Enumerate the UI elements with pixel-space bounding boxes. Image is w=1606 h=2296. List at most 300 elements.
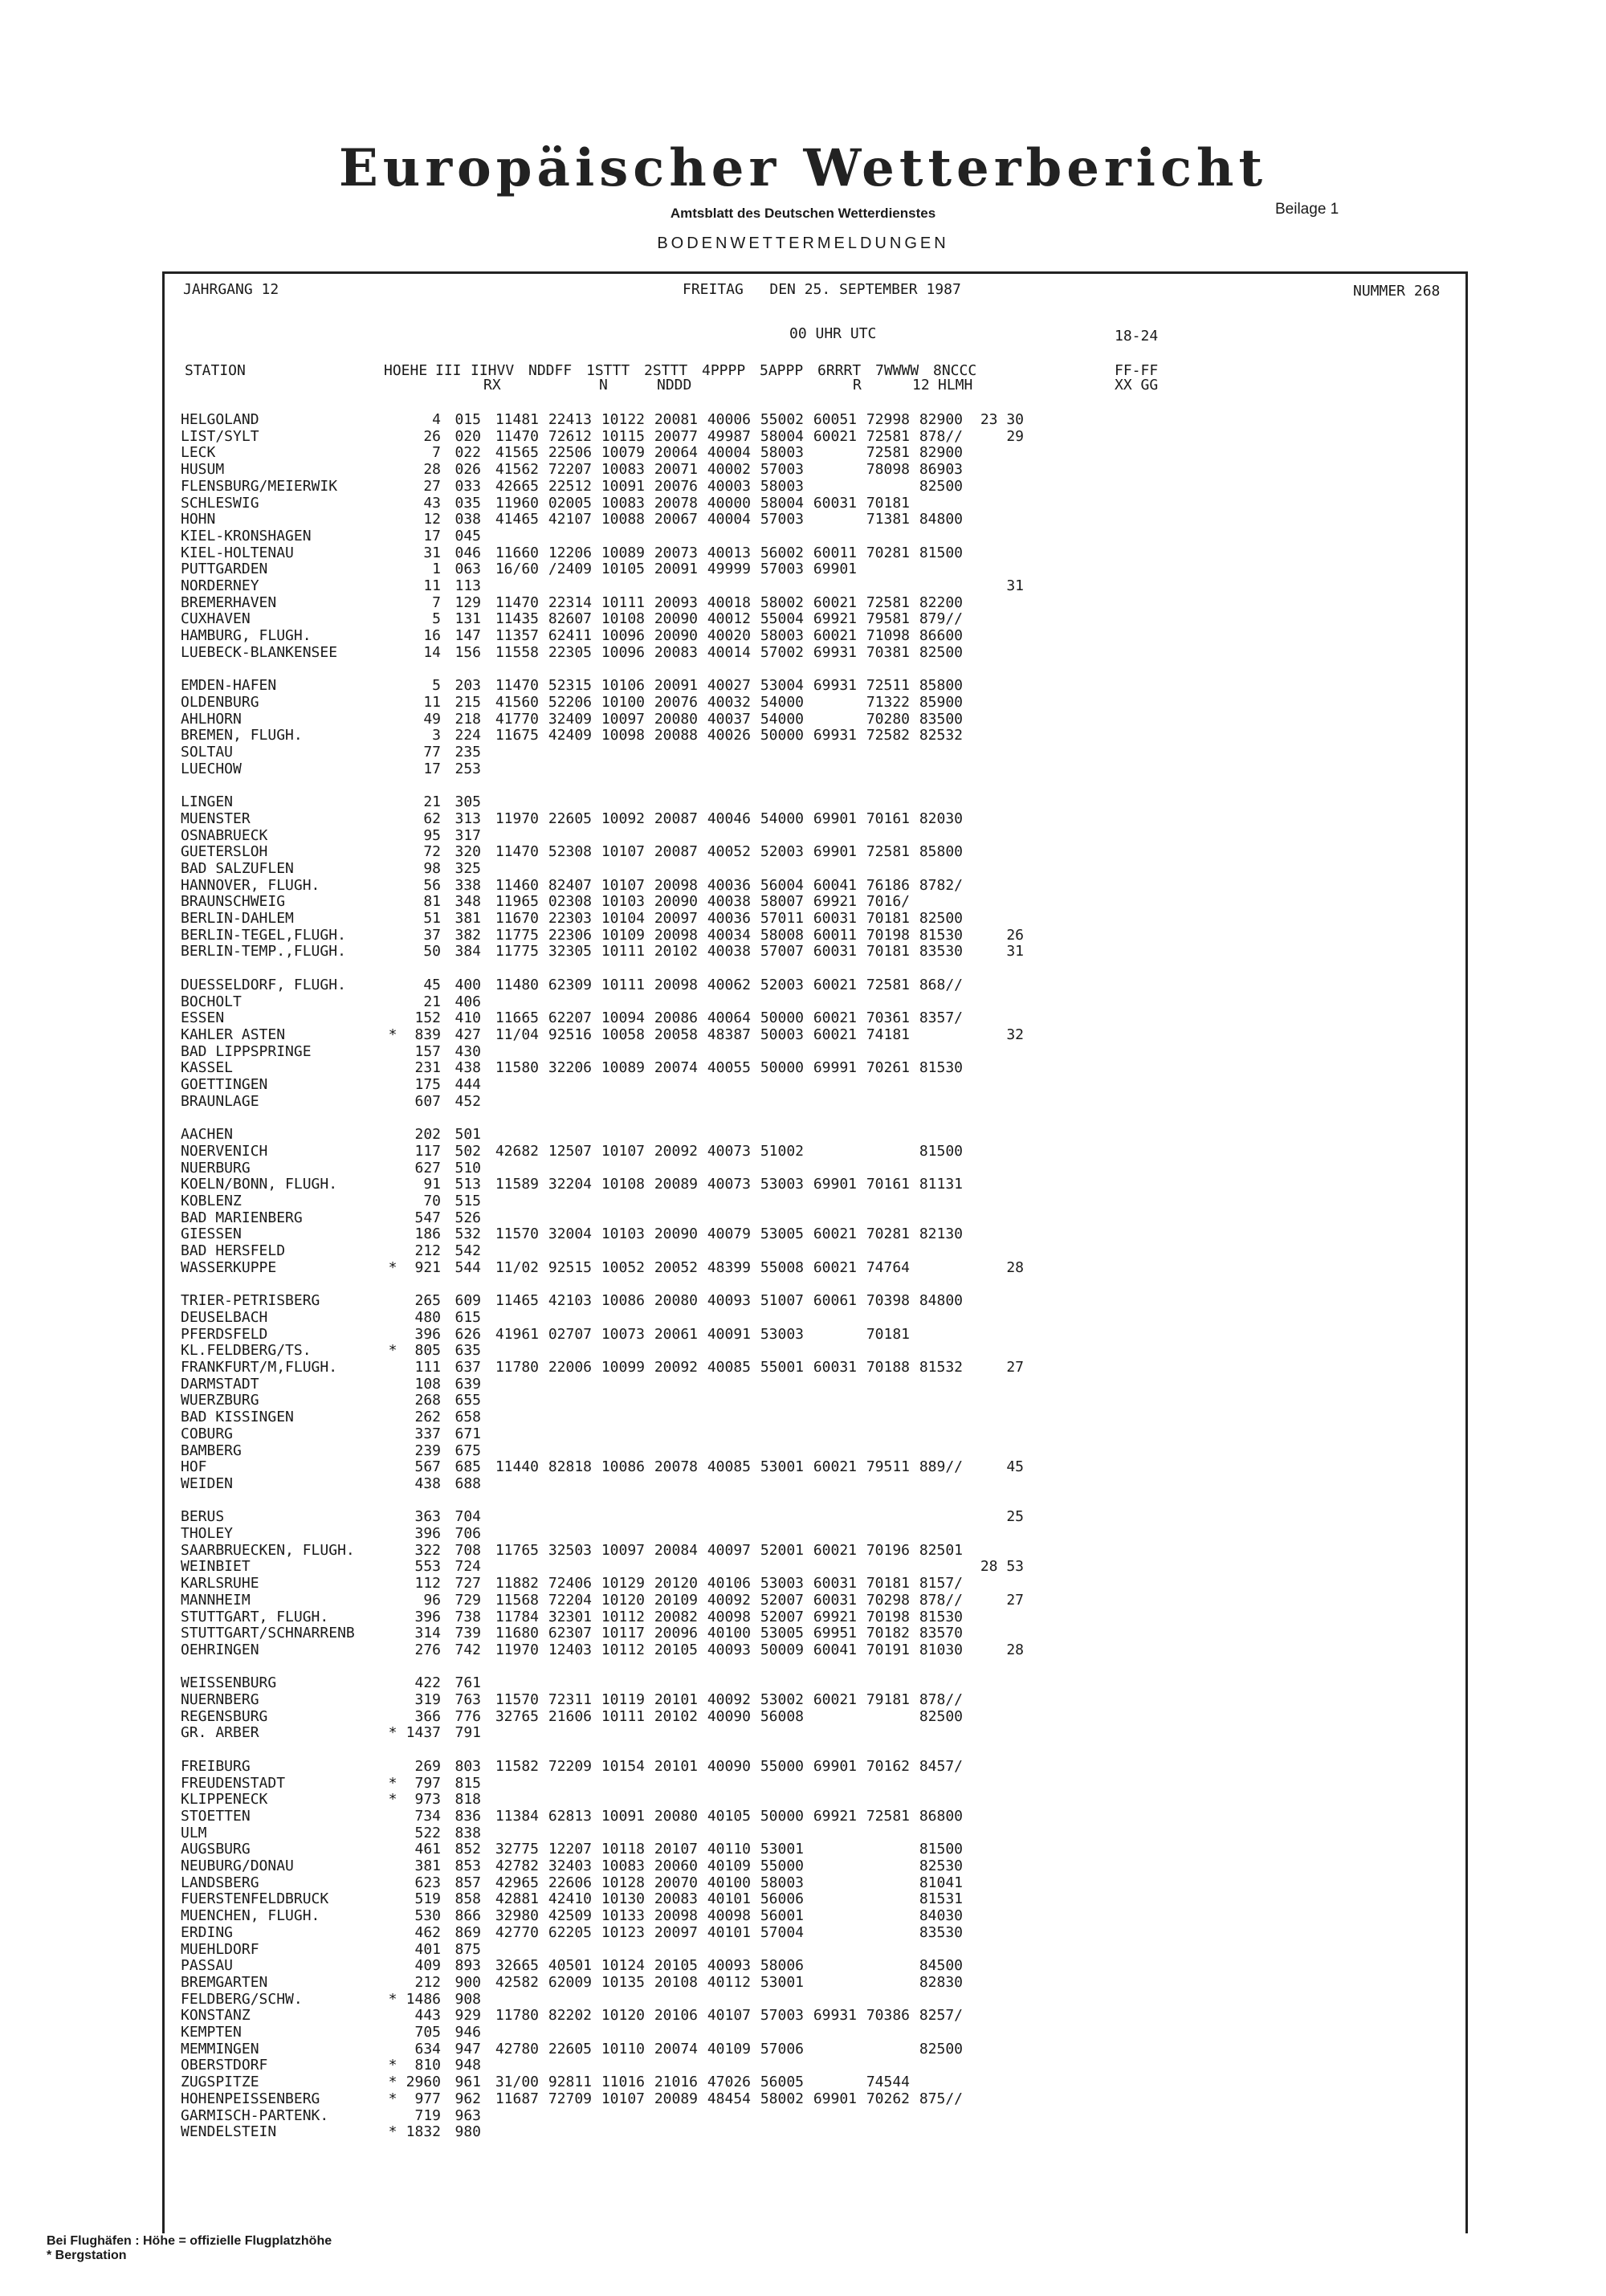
mountain-marker xyxy=(381,462,404,479)
code-group: 10083 xyxy=(601,1858,645,1875)
code-group: 52007 xyxy=(760,1591,804,1609)
code-group xyxy=(481,1393,539,1409)
code-group xyxy=(804,1160,857,1177)
station-elevation: 921 xyxy=(414,1258,441,1276)
station-elevation: 276 xyxy=(414,1641,441,1658)
code-group xyxy=(592,1243,645,1260)
code-group xyxy=(645,1160,698,1177)
mountain-marker xyxy=(381,1210,404,1227)
station-elevation: 265 xyxy=(414,1292,441,1310)
mountain-marker xyxy=(381,1593,404,1609)
station-index: 963 xyxy=(454,2106,481,2124)
code-group xyxy=(592,828,645,845)
code-group: 42409 xyxy=(548,727,592,744)
code-group: 70181 xyxy=(866,1325,910,1343)
code-group: 10107 xyxy=(601,843,645,861)
code-group: 878// xyxy=(919,1691,963,1709)
code-group xyxy=(751,1942,804,1959)
code-group: 11570 xyxy=(495,1691,539,1709)
code-group: 70280 xyxy=(866,710,910,728)
station-elevation: 50 xyxy=(423,943,441,960)
station-elevation: 112 xyxy=(414,1575,441,1593)
station-name: MANNHEIM xyxy=(181,1591,251,1609)
code-group: 52206 xyxy=(548,693,592,711)
code-group xyxy=(804,1825,857,1842)
code-group xyxy=(539,1776,592,1792)
code-group: 7016/ xyxy=(866,893,910,911)
station-elevation: 186 xyxy=(414,1225,441,1243)
code-group: 47026 xyxy=(707,2074,751,2091)
code-group xyxy=(539,528,592,545)
code-group: 10120 xyxy=(601,2007,645,2025)
code-group: 10111 xyxy=(601,1707,645,1725)
station-elevation: 12 xyxy=(423,511,441,528)
wind-gust xyxy=(963,1044,1024,1061)
code-group: 69931 xyxy=(813,677,857,695)
station-name: MUEHLDORF xyxy=(181,1940,259,1958)
code-group: 82900 xyxy=(919,411,963,428)
code-group: 20077 xyxy=(654,427,698,445)
wind-gust: 32 xyxy=(1006,1026,1024,1043)
station-name: LINGEN xyxy=(181,793,234,811)
station-name: NEUBURG/DONAU xyxy=(181,1858,294,1875)
station-name: BERLIN-TEGEL,FLUGH. xyxy=(181,926,346,944)
code-group: 20078 xyxy=(654,494,698,512)
code-group: 8157/ xyxy=(919,1575,963,1593)
code-group xyxy=(804,479,857,495)
code-group: 56001 xyxy=(760,1907,804,1925)
code-group: 10089 xyxy=(601,544,645,561)
code-group: 21016 xyxy=(654,2074,698,2091)
code-group: 72511 xyxy=(866,677,910,695)
station-index: 526 xyxy=(454,1209,481,1226)
spacer-cell xyxy=(181,1493,1024,1510)
wind-gust xyxy=(963,1841,1024,1858)
code-group xyxy=(804,1127,857,1144)
code-group: 40109 xyxy=(707,2040,751,2057)
wind-gust xyxy=(963,2091,1024,2108)
code-group xyxy=(804,1327,857,1344)
mountain-marker xyxy=(381,894,404,911)
code-group xyxy=(804,528,857,545)
code-group: 81131 xyxy=(919,1176,963,1193)
code-group: 10088 xyxy=(601,511,645,528)
code-group: 40037 xyxy=(707,710,751,728)
code-group: 50000 xyxy=(760,727,804,744)
code-group: 71322 xyxy=(866,693,910,711)
code-group xyxy=(592,1193,645,1210)
code-group: 8457/ xyxy=(919,1757,963,1775)
station-index: 685 xyxy=(454,1458,481,1476)
station-index: 532 xyxy=(454,1225,481,1243)
station-name: HOF xyxy=(181,1458,207,1476)
code-group: 40105 xyxy=(707,1807,751,1825)
col-iii: III xyxy=(435,362,462,379)
station-name: SAARBRUECKEN, FLUGH. xyxy=(181,1541,355,1559)
code-group xyxy=(751,1044,804,1061)
code-group xyxy=(592,744,645,761)
code-group xyxy=(539,2108,592,2125)
station-row xyxy=(181,1443,1024,1460)
wind-gust xyxy=(963,1992,1024,2008)
code-group xyxy=(751,1559,804,1576)
code-group xyxy=(539,1443,592,1460)
station-row xyxy=(181,761,1024,778)
code-group xyxy=(857,1409,910,1426)
code-group xyxy=(804,761,857,778)
mountain-marker xyxy=(381,1858,404,1875)
station-elevation: 839 xyxy=(414,1026,441,1043)
code-group: 58003 xyxy=(760,444,804,462)
mountain-marker xyxy=(381,1692,404,1709)
station-row xyxy=(181,462,1024,479)
code-group xyxy=(539,1409,592,1426)
station-elevation: 117 xyxy=(414,1142,441,1160)
code-group xyxy=(804,578,857,595)
footnote-airport: Bei Flughäfen : Höhe = offizielle Flugplatzhöhe xyxy=(47,2234,332,2248)
code-group xyxy=(698,994,751,1011)
station-name: KOBLENZ xyxy=(181,1192,242,1209)
code-group xyxy=(698,1942,751,1959)
mountain-marker xyxy=(381,1044,404,1061)
code-group: 58003 xyxy=(760,627,804,645)
code-group xyxy=(910,1376,963,1393)
mountain-marker xyxy=(381,911,404,928)
code-group: 10115 xyxy=(601,427,645,445)
station-elevation: 547 xyxy=(414,1209,441,1226)
code-group: 55000 xyxy=(760,1757,804,1775)
code-group: 11558 xyxy=(495,643,539,661)
code-group xyxy=(751,1409,804,1426)
code-group: 55000 xyxy=(760,1858,804,1875)
code-group: 82500 xyxy=(919,2040,963,2057)
code-group: 60011 xyxy=(813,544,857,561)
code-group xyxy=(857,1243,910,1260)
station-name: KONSTANZ xyxy=(181,2007,251,2025)
station-name: HOHENPEISSENBERG xyxy=(181,2090,320,2107)
code-group: 69901 xyxy=(813,810,857,827)
weekday: FREITAG xyxy=(683,281,744,298)
code-group: 60021 xyxy=(813,1225,857,1243)
code-group xyxy=(698,2124,751,2141)
mountain-marker xyxy=(381,1393,404,1409)
mountain-marker xyxy=(381,844,404,861)
code-group: 74764 xyxy=(866,1258,910,1276)
code-group: 11480 xyxy=(495,976,539,993)
code-group: 58002 xyxy=(760,2090,804,2107)
code-group xyxy=(910,1243,963,1260)
code-group: 58007 xyxy=(760,893,804,911)
station-elevation: 98 xyxy=(423,859,441,877)
code-group: 10052 xyxy=(601,1258,645,1276)
station-name: KASSEL xyxy=(181,1059,234,1077)
station-row xyxy=(181,1226,1024,1243)
station-index: 962 xyxy=(454,2090,481,2107)
code-group: 20067 xyxy=(654,511,698,528)
code-group: 70281 xyxy=(866,1225,910,1243)
code-group xyxy=(857,1942,910,1959)
code-group: 55001 xyxy=(760,1359,804,1376)
col-7wwww: 7WWWW xyxy=(875,362,919,379)
station-name: NOERVENICH xyxy=(181,1142,268,1160)
code-group: 20080 xyxy=(654,1292,698,1310)
code-group: 57003 xyxy=(760,511,804,528)
station-row xyxy=(181,994,1024,1011)
code-group: 10110 xyxy=(601,2040,645,2057)
code-group: 42582 xyxy=(495,1973,539,1991)
code-group xyxy=(698,1675,751,1692)
station-elevation: 43 xyxy=(423,494,441,512)
code-group xyxy=(645,1476,698,1493)
wind-gust xyxy=(963,2025,1024,2041)
station-index: 724 xyxy=(454,1558,481,1576)
spacer-cell xyxy=(181,1277,1024,1294)
code-group: 81500 xyxy=(919,544,963,561)
station-name: BRAUNLAGE xyxy=(181,1092,259,1110)
code-group: 11/04 xyxy=(495,1026,539,1043)
station-name: KL.FELDBERG/TS. xyxy=(181,1342,312,1360)
code-group: 20076 xyxy=(654,477,698,495)
code-group: 40014 xyxy=(707,643,751,661)
code-group: 20096 xyxy=(654,1625,698,1642)
code-group: 72582 xyxy=(866,727,910,744)
code-group: 72311 xyxy=(548,1691,592,1709)
code-group xyxy=(910,828,963,845)
code-group xyxy=(481,1476,539,1493)
code-group xyxy=(804,1908,857,1925)
code-group xyxy=(804,712,857,728)
code-group xyxy=(539,794,592,811)
code-group: 58004 xyxy=(760,494,804,512)
col-ffff-sub: XX GG xyxy=(1115,377,1159,394)
wind-gust xyxy=(963,645,1024,662)
code-group xyxy=(804,1858,857,1875)
code-group xyxy=(592,1559,645,1576)
station-index: 045 xyxy=(454,527,481,544)
code-group: 57004 xyxy=(760,1923,804,1941)
code-group: 22314 xyxy=(548,593,592,611)
code-group: 70361 xyxy=(866,1009,910,1027)
code-group xyxy=(698,828,751,845)
station-elevation: 480 xyxy=(414,1308,441,1326)
code-group: 20084 xyxy=(654,1541,698,1559)
code-group: 40093 xyxy=(707,1292,751,1310)
code-group: 20083 xyxy=(654,643,698,661)
station-elevation: 5 xyxy=(432,610,441,628)
code-group xyxy=(698,1393,751,1409)
code-group: 20082 xyxy=(654,1608,698,1625)
code-group xyxy=(857,1958,910,1975)
code-group: 48454 xyxy=(707,2090,751,2107)
code-group xyxy=(481,1992,539,2008)
code-group: 40000 xyxy=(707,494,751,512)
code-group xyxy=(804,744,857,761)
col-2sttt: 2STTT xyxy=(644,362,688,379)
code-group xyxy=(804,1992,857,2008)
station-name: COBURG xyxy=(181,1425,234,1442)
code-group: 10106 xyxy=(601,677,645,695)
code-group: 10091 xyxy=(601,477,645,495)
code-group: 71098 xyxy=(866,627,910,645)
code-group: 79581 xyxy=(866,610,910,628)
wind-gust xyxy=(963,1144,1024,1160)
code-group: 40038 xyxy=(707,893,751,911)
code-group: 20078 xyxy=(654,1458,698,1476)
code-group xyxy=(539,1559,592,1576)
code-group xyxy=(645,1825,698,1842)
code-group: 20098 xyxy=(654,876,698,894)
code-group xyxy=(592,528,645,545)
code-group xyxy=(857,1144,910,1160)
code-group: 70181 xyxy=(866,943,910,960)
code-group xyxy=(539,1393,592,1409)
mountain-marker xyxy=(381,794,404,811)
code-group xyxy=(804,794,857,811)
code-group xyxy=(481,1127,539,1144)
code-group: 92515 xyxy=(548,1258,592,1276)
code-group: 20101 xyxy=(654,1691,698,1709)
station-name: PUTTGARDEN xyxy=(181,561,268,578)
code-group: 40093 xyxy=(707,1641,751,1658)
code-group: 74181 xyxy=(866,1026,910,1043)
station-elevation: 37 xyxy=(423,926,441,944)
wind-gust xyxy=(963,528,1024,545)
station-index: 946 xyxy=(454,2024,481,2041)
wind-gust xyxy=(963,1193,1024,1210)
code-group xyxy=(804,828,857,845)
code-group xyxy=(804,1243,857,1260)
wind-gust xyxy=(963,628,1024,645)
code-group: 72207 xyxy=(548,461,592,479)
code-group: 81530 xyxy=(919,926,963,944)
station-name: NUERNBERG xyxy=(181,1691,259,1709)
code-group xyxy=(592,1310,645,1327)
code-group: 10079 xyxy=(601,444,645,462)
station-elevation: 16 xyxy=(423,627,441,645)
code-group: 82202 xyxy=(548,2007,592,2025)
code-group xyxy=(539,1725,592,1742)
code-group xyxy=(910,1393,963,1409)
station-index: 763 xyxy=(454,1691,481,1709)
station-index: 203 xyxy=(454,677,481,695)
code-group xyxy=(539,744,592,761)
code-group xyxy=(539,1825,592,1842)
mountain-marker xyxy=(381,561,404,578)
station-index: 510 xyxy=(454,1159,481,1177)
code-group xyxy=(592,1376,645,1393)
code-group: 72581 xyxy=(866,427,910,445)
code-group xyxy=(645,1094,698,1111)
code-group: 20090 xyxy=(654,1225,698,1243)
code-group: 60051 xyxy=(813,411,857,428)
code-group: 86903 xyxy=(919,461,963,479)
mountain-marker xyxy=(381,578,404,595)
code-group: 69901 xyxy=(813,1176,857,1193)
code-group xyxy=(857,1559,910,1576)
col-8nccc-sub: HLMH xyxy=(938,377,973,394)
mountain-marker xyxy=(381,2041,404,2058)
station-row xyxy=(181,1027,1024,1044)
code-group xyxy=(698,1776,751,1792)
code-group xyxy=(804,2025,857,2041)
station-row xyxy=(181,2057,1024,2074)
code-group: 40062 xyxy=(707,976,751,993)
wind-gust xyxy=(963,1010,1024,1027)
station-elevation: 567 xyxy=(414,1458,441,1476)
station-elevation: 381 xyxy=(414,1858,441,1875)
code-group: 11775 xyxy=(495,926,539,944)
station-index: 639 xyxy=(454,1375,481,1393)
code-group xyxy=(910,495,963,512)
code-group xyxy=(698,761,751,778)
wind-gust xyxy=(963,678,1024,695)
station-index: 218 xyxy=(454,710,481,728)
code-group: 41565 xyxy=(495,444,539,462)
code-group xyxy=(698,1509,751,1526)
code-group: 92811 xyxy=(548,2074,592,2091)
code-group xyxy=(804,1725,857,1742)
code-group: 82200 xyxy=(919,593,963,611)
station-row xyxy=(181,1476,1024,1493)
code-group: 10092 xyxy=(601,810,645,827)
code-group xyxy=(751,1992,804,2008)
wind-gust xyxy=(963,1310,1024,1327)
wind-gust xyxy=(963,2057,1024,2074)
wind-gust xyxy=(963,445,1024,462)
station-elevation: 17 xyxy=(423,760,441,777)
code-group: 10129 xyxy=(601,1575,645,1593)
code-group: 11960 xyxy=(495,494,539,512)
station-name: KARLSRUHE xyxy=(181,1575,259,1593)
station-elevation: 810 xyxy=(414,2057,441,2074)
code-group: 72209 xyxy=(548,1757,592,1775)
mountain-marker: * xyxy=(388,1791,397,1809)
code-group xyxy=(804,1210,857,1227)
code-group xyxy=(645,1310,698,1327)
code-group: 92516 xyxy=(548,1026,592,1043)
station-index: 615 xyxy=(454,1308,481,1326)
code-group xyxy=(481,1426,539,1443)
wind-gust xyxy=(963,2124,1024,2141)
code-group: 84500 xyxy=(919,1957,963,1975)
code-group: 53004 xyxy=(760,677,804,695)
code-group: 70261 xyxy=(866,1059,910,1077)
code-group: 11570 xyxy=(495,1225,539,1243)
wind-gust xyxy=(963,861,1024,878)
station-name: WEISSENBURG xyxy=(181,1674,277,1692)
code-group xyxy=(751,1243,804,1260)
station-name: OSNABRUECK xyxy=(181,826,268,844)
station-name: LIST/SYLT xyxy=(181,427,259,445)
station-row xyxy=(181,545,1024,562)
col-6rrrt: 6RRRT xyxy=(817,362,862,379)
mountain-marker xyxy=(381,1942,404,1959)
wind-gust: 28 xyxy=(1006,1258,1024,1276)
code-group xyxy=(804,1942,857,1959)
code-group: 11670 xyxy=(495,910,539,928)
wind-gust: 28 xyxy=(1006,1641,1024,1658)
code-group xyxy=(857,1526,910,1543)
station-row xyxy=(181,561,1024,578)
code-group: 81500 xyxy=(919,1841,963,1858)
station-index: 688 xyxy=(454,1474,481,1492)
station-row xyxy=(181,1858,1024,1875)
station-elevation: 21 xyxy=(423,793,441,811)
code-group xyxy=(857,2057,910,2074)
station-index: 020 xyxy=(454,427,481,445)
code-group: 40079 xyxy=(707,1225,751,1243)
code-group xyxy=(804,1792,857,1809)
